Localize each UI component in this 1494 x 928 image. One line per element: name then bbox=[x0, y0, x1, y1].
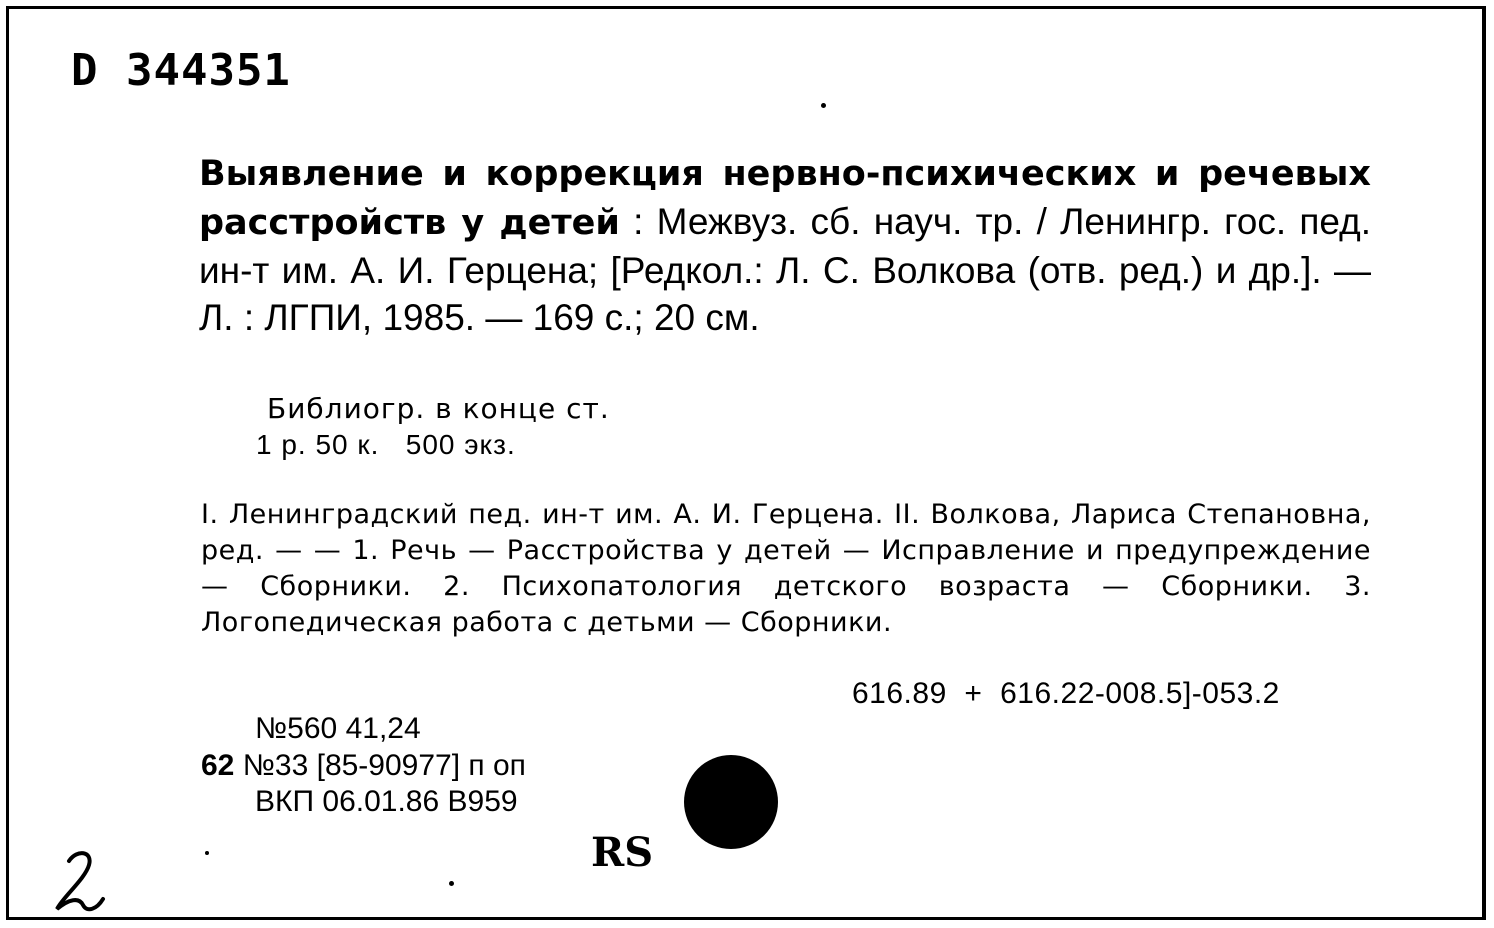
handwritten-mark-icon bbox=[49, 839, 119, 919]
order-line-2 bbox=[201, 749, 526, 783]
speck bbox=[205, 851, 209, 855]
book-title: Выявление и коррекция нервно-психических и речевых расстройств у детей bbox=[199, 154, 1371, 243]
speck bbox=[449, 881, 454, 886]
publication-details: : Межвуз. сб. науч. тр. / Ленингр. гос. пед. ин-т им. А. И. Герцена; [Редкол.: Л. С. Волкова (отв. ред.) и др.]. — Л. : ЛГПИ, 1985. — 169 с.; 20 см. bbox=[199, 201, 1371, 338]
order-line-3: ВКП 06.01.86 В959 bbox=[255, 785, 518, 818]
order-line-2-number: 62 bbox=[201, 749, 235, 782]
catalog-card bbox=[6, 6, 1486, 920]
call-number: D 344351 bbox=[71, 45, 291, 96]
order-line-2-text: №33 [85-90977] п оп bbox=[242, 749, 526, 782]
price-and-print-run: 1 р. 50 к. 500 экз. bbox=[256, 429, 516, 460]
subject-entries: I. Ленинградский пед. ин-т им. А. И. Герцена. II. Волкова, Лариса Степановна, ред. — — 1. Речь — Расстройства у детей — Исправление и предупреждение — Сборники. 2. Психопатология детского возраста — Сборники. 3. Логопедическая работа с детьми — Сборники. bbox=[201, 499, 1371, 638]
speck bbox=[821, 103, 826, 108]
bibliographic-description bbox=[199, 149, 1371, 341]
rs-stamp: RS bbox=[591, 829, 654, 876]
punch-hole-dot bbox=[684, 755, 778, 849]
udc-classification: 616.89 + 616.22-008.5]-053.2 bbox=[852, 677, 1280, 710]
bibliography-note: Библиогр. в конце ст. bbox=[267, 392, 610, 425]
order-line-1: №560 41,24 bbox=[255, 712, 421, 745]
